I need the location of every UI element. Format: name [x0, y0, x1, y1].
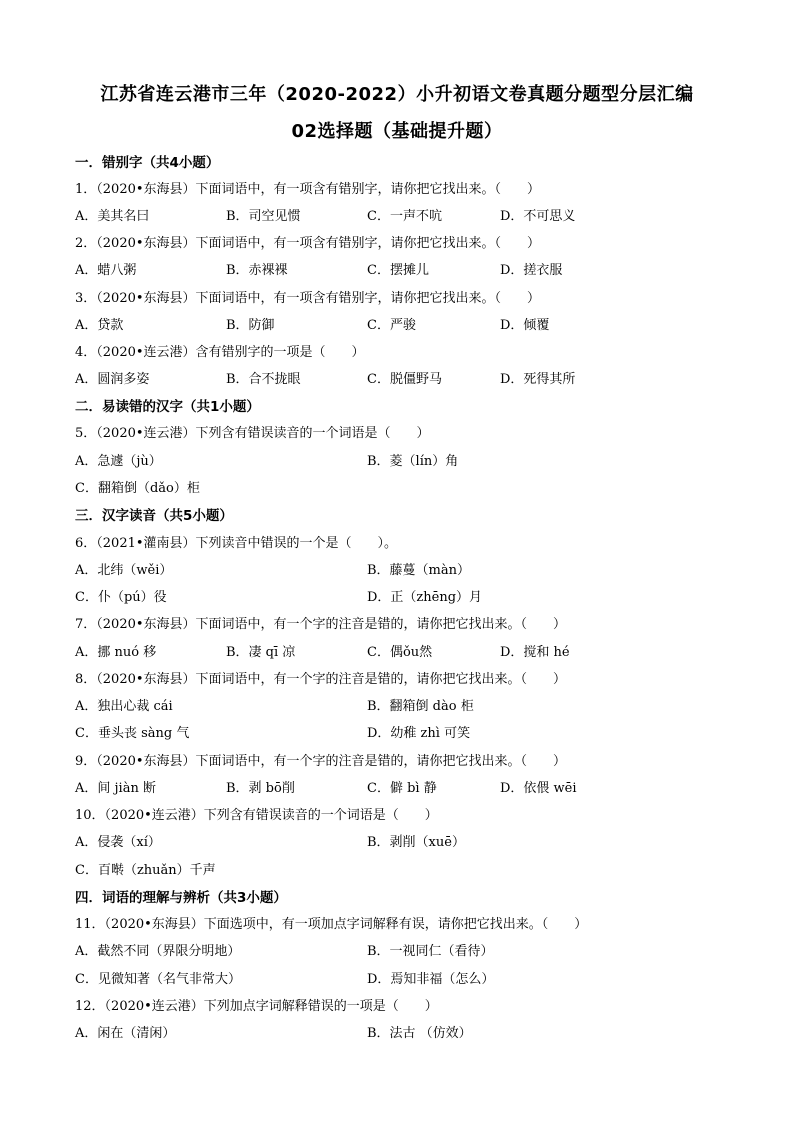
- option-7b: B．凄 qī 凉: [226, 645, 296, 660]
- option-3a: A．贷款: [75, 318, 124, 333]
- option-9b: B．剥 bō削: [226, 781, 295, 796]
- option-10a: A．侵袭（xí）: [75, 835, 161, 850]
- section-heading-misread-characters: 二．易读错的汉字（共1小题）: [75, 399, 260, 415]
- option-1b: B．司空见惯: [226, 209, 301, 224]
- option-11b: B．一视同仁（看待）: [367, 944, 494, 959]
- option-9c: C．僻 bì 静: [367, 781, 437, 796]
- question-stem-10: 10．（2020•连云港）下列含有错误读音的一个词语是（ ）: [75, 808, 438, 823]
- document-subtitle: 02选择题（基础提升题）: [291, 121, 503, 142]
- option-3c: C．严骏: [367, 318, 416, 333]
- option-9d: D．依偎 wēi: [500, 781, 577, 796]
- section-heading-word-meaning: 四．词语的理解与辨析（共3小题）: [75, 890, 287, 906]
- option-1d: D．不可思义: [500, 209, 576, 224]
- question-stem-2: 2．（2020•东海县）下面词语中，有一项含有错别字，请你把它找出来。（ ）: [75, 236, 541, 251]
- option-8c: C．垂头丧 sàng 气: [75, 726, 190, 741]
- option-3b: B．防御: [226, 318, 275, 333]
- option-6c: C．仆（pú）役: [75, 590, 167, 605]
- option-11d: D．焉知非福（怎么）: [367, 972, 495, 987]
- question-stem-11: 11．（2020•东海县）下面选项中，有一项加点字词解释有误，请你把它找出来。（ ）: [75, 917, 588, 932]
- option-12a: A．闲在（清闲）: [75, 1026, 176, 1041]
- option-2a: A．蜡八粥: [75, 263, 137, 278]
- option-12b: B．法古 （仿效）: [367, 1026, 472, 1041]
- option-1c: C．一声不吭: [367, 209, 442, 224]
- option-7c: C．偶ǒu然: [367, 645, 433, 660]
- option-4d: D．死得其所: [500, 372, 576, 387]
- question-stem-1: 1．（2020•东海县）下面词语中，有一项含有错别字，请你把它找出来。（ ）: [75, 182, 541, 197]
- option-2d: D．搓衣服: [500, 263, 563, 278]
- option-8d: D．幼稚 zhì 可笑: [367, 726, 471, 741]
- option-10b: B．剥削（xuē）: [367, 835, 465, 850]
- option-4b: B．合不拢眼: [226, 372, 301, 387]
- question-stem-4: 4．（2020•连云港）含有错别字的一项是（ ）: [75, 345, 365, 360]
- option-2b: B．赤裸裸: [226, 263, 288, 278]
- option-5c: C．翻箱倒（dǎo）柜: [75, 481, 200, 496]
- option-9a: A．间 jiàn 断: [75, 781, 156, 796]
- option-4c: C．脱僵野马: [367, 372, 442, 387]
- section-heading-typos: 一．错别字（共4小题）: [75, 155, 220, 171]
- question-stem-3: 3．（2020•东海县）下面词语中，有一项含有错别字，请你把它找出来。（ ）: [75, 291, 541, 306]
- option-7a: A．挪 nuó 移: [75, 645, 157, 660]
- option-8b: B．翻箱倒 dào 柜: [367, 699, 474, 714]
- option-6d: D．正（zhēng）月: [367, 590, 483, 605]
- question-stem-5: 5．（2020•连云港）下列含有错误读音的一个词语是（ ）: [75, 426, 430, 441]
- option-6b: B．藤蔓（màn）: [367, 563, 471, 578]
- option-3d: D．倾覆: [500, 318, 550, 333]
- option-4a: A．圆润多姿: [75, 372, 150, 387]
- option-2c: C．摆摊儿: [367, 263, 429, 278]
- option-10c: C．百啭（zhuǎn）千声: [75, 863, 216, 878]
- question-stem-6: 6．（2021•灌南县）下列读音中错误的一个是（ ）。: [75, 536, 398, 551]
- section-heading-pronunciation: 三．汉字读音（共5小题）: [75, 508, 233, 524]
- question-stem-9: 9．（2020•东海县）下面词语中，有一个字的注音是错的，请你把它找出来。（ ）: [75, 754, 567, 769]
- option-7d: D．搅和 hé: [500, 645, 570, 660]
- option-1a: A．美其名曰: [75, 209, 150, 224]
- option-5b: B．菱（lín）角: [367, 454, 459, 469]
- option-11c: C．见微知著（名气非常大）: [75, 972, 241, 987]
- question-stem-7: 7．（2020•东海县）下面词语中，有一个字的注音是错的，请你把它找出来。（ ）: [75, 617, 567, 632]
- question-stem-12: 12．（2020•连云港）下列加点字词解释错误的一项是（ ）: [75, 999, 438, 1014]
- question-stem-8: 8．（2020•东海县）下面词语中，有一个字的注音是错的，请你把它找出来。（ ）: [75, 672, 567, 687]
- document-title: 江苏省连云港市三年（2020-2022）小升初语文卷真题分题型分层汇编: [100, 84, 694, 105]
- option-11a: A．截然不同（界限分明地）: [75, 944, 241, 959]
- option-6a: A．北纬（wěi）: [75, 563, 173, 578]
- option-8a: A．独出心裁 cái: [75, 699, 173, 714]
- option-5a: A．急遽（jù）: [75, 454, 162, 469]
